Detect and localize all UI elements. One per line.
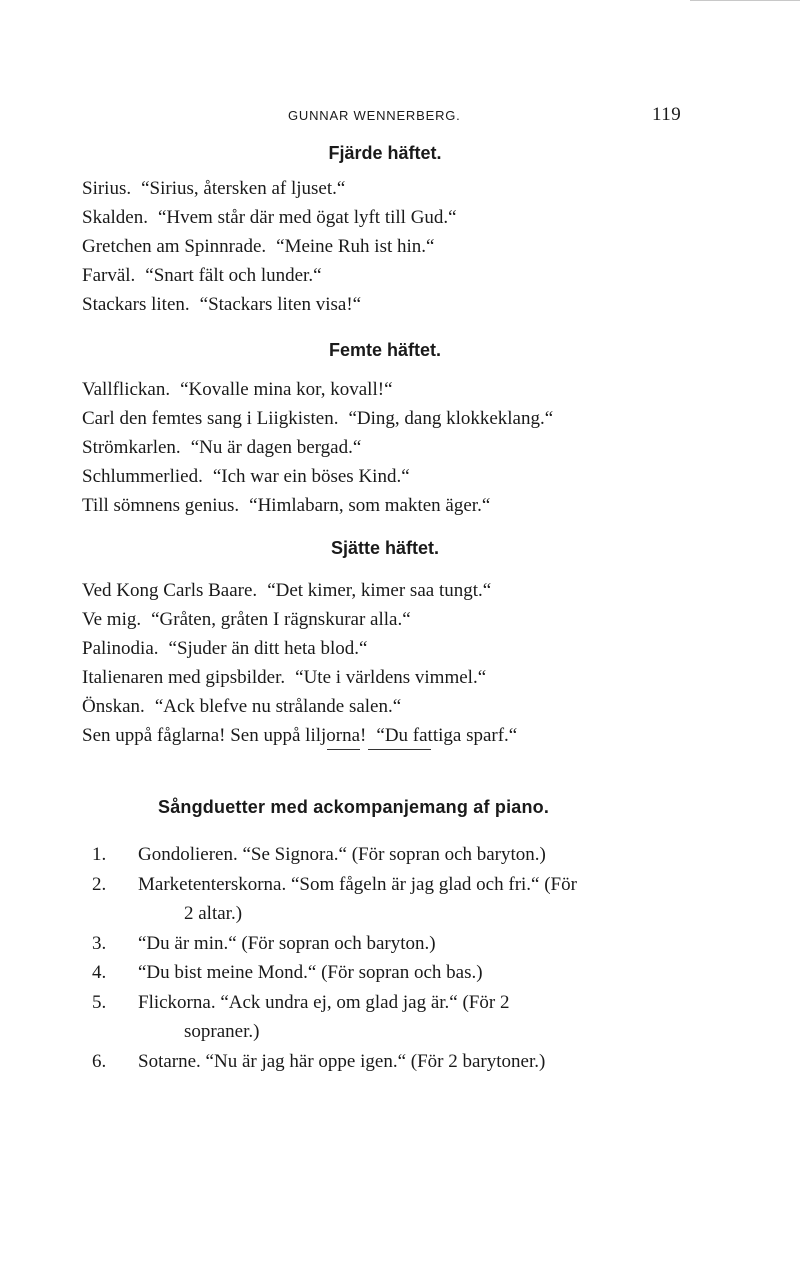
song-incipit: “Det kimer, kimer saa tungt.“	[267, 580, 492, 601]
song-title: Sirius.	[82, 178, 132, 199]
song-incipit: “Meine Ruh ist hin.“	[276, 236, 435, 257]
song-title: Vallflickan.	[82, 379, 171, 400]
song-entry	[82, 375, 553, 404]
song-list-femte	[82, 375, 553, 520]
song-incipit: “Ack blefve nu strålande salen.“	[154, 696, 402, 717]
duet-text: Flickorna. “Ack undra ej, om glad jag är.“ (För 2	[138, 991, 510, 1013]
running-head: GUNNAR WENNERBERG.	[288, 108, 461, 123]
song-title: Önskan.	[82, 696, 145, 717]
duet-number: 3.	[92, 932, 107, 954]
song-entry	[82, 491, 553, 520]
song-incipit: “Sirius, återsken af ljuset.“	[141, 178, 346, 199]
song-entry	[82, 605, 517, 634]
song-incipit: “Stackars liten visa!“	[199, 294, 362, 315]
song-entry	[82, 203, 457, 232]
duet-entry	[92, 929, 688, 959]
duet-number: 4.	[92, 962, 107, 983]
song-title: Italienaren med gipsbilder.	[82, 667, 286, 688]
song-incipit: “Ich war ein böses Kind.“	[212, 466, 410, 487]
duet-entry	[92, 958, 688, 988]
duet-text: Gondolieren. “Se Signora.“ (För sopran och baryton.)	[138, 844, 546, 865]
song-title: Ved Kong Carls Baare.	[82, 580, 258, 601]
song-entry	[82, 261, 457, 290]
section-heading-sjatte: Sjätte häftet.	[330, 538, 440, 558]
song-entry	[82, 692, 517, 721]
song-incipit: “Gråten, gråten I rägnskurar alla.“	[151, 609, 411, 630]
song-incipit: “Hvem står där med ögat lyft till Gud.“	[157, 207, 457, 228]
song-entry	[82, 404, 553, 433]
song-incipit: “Kovalle mina kor, kovall!“	[180, 379, 393, 400]
duet-text: Marketenterskorna. “Som fågeln är jag glad och fri.“ (För	[138, 873, 577, 895]
song-incipit: “Ute i världens vimmel.“	[295, 667, 487, 688]
duet-entry	[92, 870, 688, 929]
duet-text: “Du bist meine Mond.“ (För sopran och bas.)	[138, 962, 483, 983]
duet-number: 5.	[92, 991, 107, 1013]
song-entry	[82, 721, 517, 750]
song-entry	[82, 174, 457, 203]
duet-number: 6.	[92, 1050, 107, 1072]
page-edge-line	[690, 0, 800, 1]
song-list-fjarde	[82, 174, 457, 319]
song-entry	[82, 576, 517, 605]
song-title: Sen uppå fåglarna! Sen uppå liljorna!	[82, 725, 367, 746]
song-entry	[82, 232, 457, 261]
duet-entry	[92, 988, 688, 1047]
song-title: Schlummerlied.	[82, 466, 203, 487]
song-entry	[82, 433, 553, 462]
duet-entry	[92, 840, 688, 870]
page-number: 119	[652, 104, 682, 125]
song-title: Skalden.	[82, 207, 148, 228]
song-incipit: “Snart fält och lunder.“	[145, 265, 322, 286]
song-title: Carl den femtes sang i Liigkisten.	[82, 408, 339, 429]
duet-text: “Du är min.“ (För sopran och baryton.)	[138, 932, 436, 954]
song-entry	[82, 634, 517, 663]
duets-list	[92, 840, 688, 1076]
duet-text-continuation: 2 altar.)	[184, 903, 243, 924]
duet-number: 1.	[92, 844, 107, 865]
duet-text: Sotarne. “Nu är jag här oppe igen.“ (För 2 barytoner.)	[138, 1050, 546, 1072]
song-incipit: “Ding, dang klokkeklang.“	[348, 408, 554, 429]
duet-entry	[92, 1047, 688, 1077]
song-title: Stackars liten.	[82, 294, 190, 315]
song-incipit: “Sjuder än ditt heta blod.“	[168, 638, 368, 659]
song-title: Gretchen am Spinnrade.	[82, 236, 267, 257]
duet-number: 2.	[92, 873, 107, 895]
section-divider-gap	[360, 749, 368, 750]
duets-heading: Sångduetter med ackompanjemang af piano.	[158, 797, 550, 817]
song-title: Strömkarlen.	[82, 437, 181, 458]
song-list-sjatte	[82, 576, 517, 750]
duet-text-continuation: sopraner.)	[184, 1021, 260, 1042]
section-divider-rule	[327, 749, 431, 750]
song-incipit: “Himlabarn, som makten äger.“	[249, 495, 491, 516]
section-heading-femte: Femte häftet.	[328, 340, 442, 360]
song-entry	[82, 290, 457, 319]
song-title: Farväl.	[82, 265, 136, 286]
song-entry	[82, 462, 553, 491]
song-entry	[82, 663, 517, 692]
song-incipit: “Nu är dagen bergad.“	[190, 437, 362, 458]
section-heading-fjarde: Fjärde häftet.	[328, 143, 442, 163]
song-title: Till sömnens genius.	[82, 495, 240, 516]
song-title: Ve mig.	[82, 609, 142, 630]
song-incipit: “Du fattiga sparf.“	[376, 725, 518, 746]
song-title: Palinodia.	[82, 638, 159, 659]
